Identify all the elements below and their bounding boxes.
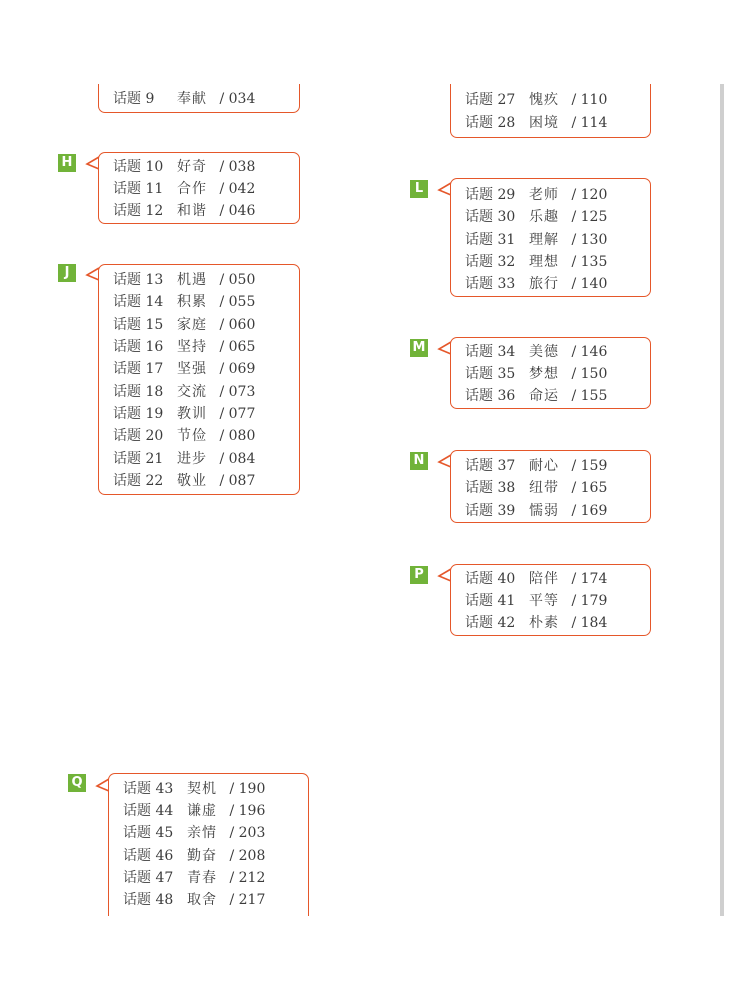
topic-word: 纽带 (529, 480, 559, 496)
topic-page: 169 (580, 503, 608, 519)
topic-word: 朴素 (529, 615, 559, 631)
topic-label: 话题 17 (113, 361, 164, 377)
topic-word: 梦想 (529, 366, 559, 382)
topic-row[interactable]: 话题 30 乐趣 / 125 (465, 206, 607, 228)
topic-box (98, 264, 300, 495)
topic-word: 契机 (187, 781, 217, 797)
topic-word: 进步 (177, 451, 207, 467)
topic-page: 203 (238, 825, 266, 841)
letter-badge: P (410, 566, 428, 584)
topic-page: 073 (228, 384, 256, 400)
topic-row[interactable]: 话题 22 敬业 / 087 (113, 470, 255, 492)
topic-row[interactable]: 话题 34 美德 / 146 (465, 341, 607, 363)
topic-row[interactable]: 话题 10 好奇 / 038 (113, 156, 255, 178)
topic-page: 046 (228, 203, 256, 219)
topic-page: 114 (580, 115, 608, 131)
topic-label: 话题 44 (123, 803, 174, 819)
topic-row[interactable]: 话题 27 愧疚 / 110 (465, 89, 607, 111)
topic-page: 196 (238, 803, 266, 819)
topic-page: 069 (228, 361, 256, 377)
topic-row[interactable]: 话题 13 机遇 / 050 (113, 269, 255, 291)
topic-row[interactable]: 话题 29 老师 / 120 (465, 184, 607, 206)
topic-page: 190 (238, 781, 266, 797)
topic-label: 话题 43 (123, 781, 174, 797)
topic-page: 135 (580, 254, 608, 270)
topic-row[interactable]: 话题 42 朴素 / 184 (465, 612, 607, 634)
topic-row[interactable]: 话题 43 契机 / 190 (123, 778, 265, 800)
topic-row[interactable]: 话题 32 理想 / 135 (465, 251, 607, 273)
topic-page: 159 (580, 458, 608, 474)
crop-mask-bottom (0, 916, 750, 1000)
topic-page: 212 (238, 870, 266, 886)
letter-badge: Q (68, 774, 86, 792)
topic-label: 话题 9 (113, 91, 155, 107)
topic-page: 208 (238, 848, 266, 864)
topic-page: 120 (580, 187, 608, 203)
topic-label: 话题 45 (123, 825, 174, 841)
topic-page: 179 (580, 593, 608, 609)
topic-row[interactable]: 话题 20 节俭 / 080 (113, 425, 255, 447)
topic-row[interactable]: 话题 40 陪伴 / 174 (465, 568, 607, 590)
topic-page: 034 (228, 91, 256, 107)
topic-row[interactable]: 话题 48 取舍 / 217 (123, 889, 265, 911)
topic-label: 话题 38 (465, 480, 516, 496)
topic-row[interactable]: 话题 15 家庭 / 060 (113, 314, 255, 336)
topic-word: 困境 (529, 115, 559, 131)
topic-word: 坚强 (177, 361, 207, 377)
topic-page: 110 (580, 92, 608, 108)
topic-page: 125 (580, 209, 608, 225)
topic-word: 亲情 (187, 825, 217, 841)
topic-word: 好奇 (177, 159, 207, 175)
topic-page: 155 (580, 388, 608, 404)
topic-row[interactable]: 话题 38 纽带 / 165 (465, 477, 607, 499)
topic-label: 话题 22 (113, 473, 164, 489)
topic-word: 美德 (529, 344, 559, 360)
topic-label: 话题 20 (113, 428, 164, 444)
topic-page: 150 (580, 366, 608, 382)
topic-row[interactable]: 话题 31 理解 / 130 (465, 229, 607, 251)
topic-word: 理想 (529, 254, 559, 270)
topic-word: 愧疚 (529, 92, 559, 108)
topic-label: 话题 31 (465, 232, 516, 248)
topic-label: 话题 46 (123, 848, 174, 864)
topic-row[interactable]: 话题 33 旅行 / 140 (465, 273, 607, 295)
topic-page: 060 (228, 317, 256, 333)
topic-word: 乐趣 (529, 209, 559, 225)
topic-page: 042 (228, 181, 256, 197)
topic-word: 取舍 (187, 892, 217, 908)
topic-row[interactable]: 话题 11 合作 / 042 (113, 178, 255, 200)
topic-box (450, 564, 651, 636)
topic-label: 话题 16 (113, 339, 164, 355)
topic-box (98, 152, 300, 224)
topic-word: 旅行 (529, 276, 559, 292)
topic-label: 话题 29 (465, 187, 516, 203)
topic-row[interactable]: 话题 41 平等 / 179 (465, 590, 607, 612)
topic-row[interactable]: 话题 14 积累 / 055 (113, 291, 255, 313)
crop-mask-top (0, 0, 750, 84)
topic-word: 陪伴 (529, 571, 559, 587)
topic-word: 命运 (529, 388, 559, 404)
topic-word: 敬业 (177, 473, 207, 489)
topic-page: 055 (228, 294, 256, 310)
topic-page: 217 (238, 892, 266, 908)
topic-word: 青春 (187, 870, 217, 886)
topic-row[interactable]: 话题 46 勤奋 / 208 (123, 845, 265, 867)
topic-label: 话题 39 (465, 503, 516, 519)
topic-label: 话题 14 (113, 294, 164, 310)
topic-box (450, 337, 651, 409)
topic-page: 174 (580, 571, 608, 587)
topic-label: 话题 19 (113, 406, 164, 422)
topic-row[interactable]: 话题 17 坚强 / 069 (113, 358, 255, 380)
topic-word: 平等 (529, 593, 559, 609)
topic-box (450, 178, 651, 297)
topic-row[interactable]: 话题 12 和谐 / 046 (113, 200, 255, 222)
topic-word: 家庭 (177, 317, 207, 333)
topic-label: 话题 12 (113, 203, 164, 219)
topic-word: 老师 (529, 187, 559, 203)
topic-page: 077 (228, 406, 256, 422)
topic-word: 交流 (177, 384, 207, 400)
letter-badge: H (58, 154, 76, 172)
topic-word: 奉献 (177, 91, 207, 107)
topic-label: 话题 21 (113, 451, 164, 467)
topic-row[interactable]: 话题 21 进步 / 084 (113, 448, 255, 470)
topic-word: 合作 (177, 181, 207, 197)
topic-label: 话题 36 (465, 388, 516, 404)
topic-page: 130 (580, 232, 608, 248)
topic-word: 坚持 (177, 339, 207, 355)
topic-row[interactable]: 话题 39 懦弱 / 169 (465, 500, 607, 522)
topic-word: 谦虚 (187, 803, 217, 819)
letter-badge: J (58, 264, 76, 282)
topic-page: 184 (580, 615, 608, 631)
topic-word: 耐心 (529, 458, 559, 474)
topic-label: 话题 40 (465, 571, 516, 587)
topic-label: 话题 35 (465, 366, 516, 382)
topic-row[interactable]: 话题 19 教训 / 077 (113, 403, 255, 425)
letter-badge: M (410, 339, 428, 357)
topic-label: 话题 27 (465, 92, 516, 108)
topic-page: 165 (580, 480, 608, 496)
topic-row[interactable]: 话题 16 坚持 / 065 (113, 336, 255, 358)
topic-page: 038 (228, 159, 256, 175)
topic-label: 话题 33 (465, 276, 516, 292)
topic-page: 140 (580, 276, 608, 292)
topic-label: 话题 11 (113, 181, 164, 197)
topic-row[interactable]: 话题 28 困境 / 114 (465, 112, 607, 134)
topic-word: 节俭 (177, 428, 207, 444)
topic-page: 065 (228, 339, 256, 355)
letter-badge: N (410, 452, 428, 470)
topic-word: 积累 (177, 294, 207, 310)
topic-row[interactable]: 话题 18 交流 / 073 (113, 381, 255, 403)
topic-word: 和谐 (177, 203, 207, 219)
topic-label: 话题 32 (465, 254, 516, 270)
topic-label: 话题 37 (465, 458, 516, 474)
topic-label: 话题 41 (465, 593, 516, 609)
topic-row[interactable]: 话题 37 耐心 / 159 (465, 455, 607, 477)
topic-label: 话题 10 (113, 159, 164, 175)
topic-label: 话题 34 (465, 344, 516, 360)
topic-box (450, 450, 651, 523)
topic-word: 教训 (177, 406, 207, 422)
topic-label: 话题 13 (113, 272, 164, 288)
topic-row[interactable]: 话题 9 奉献 / 034 (113, 88, 255, 110)
topic-label: 话题 30 (465, 209, 516, 225)
topic-label: 话题 18 (113, 384, 164, 400)
topic-row[interactable]: 话题 35 梦想 / 150 (465, 363, 607, 385)
topic-word: 勤奋 (187, 848, 217, 864)
topic-label: 话题 48 (123, 892, 174, 908)
topic-label: 话题 47 (123, 870, 174, 886)
topic-word: 理解 (529, 232, 559, 248)
topic-row[interactable]: 话题 36 命运 / 155 (465, 385, 607, 407)
page-edge-right (720, 84, 724, 916)
topic-label: 话题 28 (465, 115, 516, 131)
topic-page: 087 (228, 473, 256, 489)
topic-word: 机遇 (177, 272, 207, 288)
topic-label: 话题 15 (113, 317, 164, 333)
topic-page: 080 (228, 428, 256, 444)
topic-row[interactable]: 话题 45 亲情 / 203 (123, 822, 265, 844)
topic-page: 050 (228, 272, 256, 288)
topic-page: 146 (580, 344, 608, 360)
topic-row[interactable]: 话题 44 谦虚 / 196 (123, 800, 265, 822)
topic-word: 懦弱 (529, 503, 559, 519)
topic-row[interactable]: 话题 47 青春 / 212 (123, 867, 265, 889)
topic-label: 话题 42 (465, 615, 516, 631)
topic-page: 084 (228, 451, 256, 467)
letter-badge: L (410, 180, 428, 198)
